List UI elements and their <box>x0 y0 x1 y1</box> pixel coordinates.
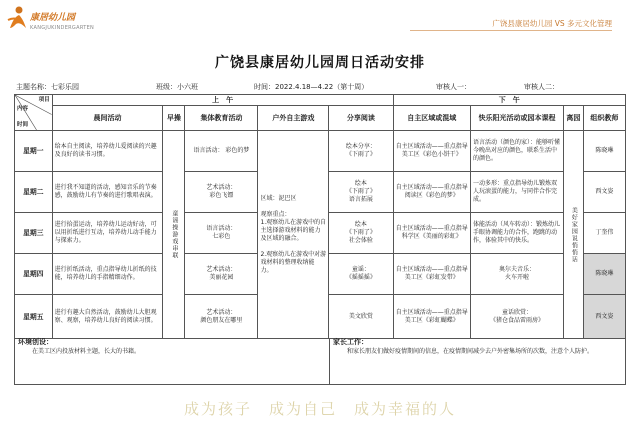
header-divider <box>410 30 612 31</box>
day-cell: 星期三 <box>15 213 53 254</box>
col-morning-activity: 晨间活动 <box>52 106 163 131</box>
sunshine-cell: 童话欣赏： 《猪仓食品雷雨房》 <box>471 295 564 339</box>
sunshine-cell: 体能活动（风车转动）：锻炼幼儿手眼协调能力的合作，跑跳的动作，体验其中的快乐。 <box>471 213 564 254</box>
corner-label-time: 时间 <box>17 122 29 128</box>
weekly-schedule-table <box>14 94 626 339</box>
notes-divider <box>329 338 330 384</box>
morning-activity-cell: 进行有趣大自然活动，鼓励幼儿大胆观察、观察，培养幼儿良好的阅读习惯。 <box>52 295 163 339</box>
footer-slogan: 成为孩子 成为自己 成为幸福的人 <box>183 400 456 418</box>
col-breakfast: 早操 <box>163 106 185 131</box>
morning-header: 上 午 <box>52 95 393 106</box>
environment-text: 在美工区内投放材料主题，长大的书籍。 <box>32 348 141 355</box>
morning-activity-cell: 进行拾蛋运动，培养幼儿运动好动，可以用折纸进行互动，培养幼儿动手能力与探索力。 <box>52 213 163 254</box>
logo-chinese-name: 康居幼儿园 <box>30 13 76 23</box>
header-tagline: 广饶县康居幼儿园 VS 多元文化管理 <box>492 19 612 28</box>
zone-cell: 自主区域活动——重点指导美工区《彩色小饼干》 <box>393 131 470 172</box>
schedule-meta <box>14 80 626 94</box>
teacher-cell: 陈晓琳 <box>583 254 625 295</box>
reviewer-two: 审核人二： <box>524 83 559 91</box>
sunshine-cell: 语言活动（颜色的家）：能够听懂今晚出对应的颜色，联系生活中的颜色。 <box>471 131 564 172</box>
col-collective: 集体教育活动 <box>185 106 258 131</box>
col-reading: 分享阅读 <box>329 106 393 131</box>
day-cell: 星期五 <box>15 295 53 339</box>
day-cell: 星期四 <box>15 254 53 295</box>
collective-cell: 艺术活动： 美丽花园 <box>185 254 258 295</box>
sunshine-cell: 一动多形：重点指导幼儿锻炼双人玩滚蛋的能力，与同伴合作完成。 <box>471 172 564 213</box>
reading-cell: 绘本 《下雨了》 语言拓展 <box>329 172 393 213</box>
teacher-cell: 西文姿 <box>583 295 625 339</box>
teacher-cell: 陈晓琳 <box>583 131 625 172</box>
kindergarten-logo <box>6 6 126 36</box>
reading-cell: 美文欣赏 <box>329 295 393 339</box>
table-corner-cell <box>15 95 53 131</box>
col-leave: 离园 <box>563 106 583 131</box>
reading-cell: 童谣： 《摇摇摇》 <box>329 254 393 295</box>
notes-section <box>14 338 626 385</box>
collective-cell: 语言活动： 七彩色 <box>185 213 258 254</box>
reading-cell: 绘本 《下雨了》 社会体验 <box>329 213 393 254</box>
zone-cell: 自主区域活动——重点指导阅读区《彩色的梦》 <box>393 172 470 213</box>
afternoon-header: 下 午 <box>393 95 625 106</box>
collective-cell: 艺术活动： 彩色飞镖 <box>185 172 258 213</box>
col-sunshine: 快乐阳光活动或园本课程 <box>471 106 564 131</box>
collective-cell: 语言活动： 彩色的梦 <box>185 131 258 172</box>
collective-cell: 艺术活动： 颜色朋友在哪里 <box>185 295 258 339</box>
morning-activity-cell: 给本自主阅读，培养幼儿爱阅读的兴趣及良好的读书习惯。 <box>52 131 163 172</box>
col-zone: 自主区域或混域 <box>393 106 470 131</box>
teacher-cell: 丁奎伟 <box>583 213 625 254</box>
family-label: 家长工作： <box>333 338 368 346</box>
morning-activity-cell: 进行折纸活动，重点指导幼儿折纸的技能，培养幼儿的手指精细动作。 <box>52 254 163 295</box>
day-cell: 星期一 <box>15 131 53 172</box>
child-figure-icon <box>6 6 28 32</box>
reviewer-one: 审核人一： <box>436 83 471 91</box>
theme-name: 主题名称：七彩乐园 <box>16 83 79 91</box>
schedule-time: 时间：2022.4.18—4.22（第十周） <box>254 83 369 91</box>
zone-cell: 自主区域活动——重点指导美工区《彩虹蝴蝶》 <box>393 295 470 339</box>
teacher-cell: 西文姿 <box>583 172 625 213</box>
table-row <box>15 131 626 172</box>
col-teacher: 组织教师 <box>583 106 625 131</box>
family-note <box>333 338 623 384</box>
corner-label-item: 项目 <box>38 97 50 103</box>
page-title: 广饶县康居幼儿园周日活动安排 <box>215 55 425 71</box>
family-text: 和家长朋友们做好疫情期间的信息，在疫情期间减少去户外密集场所的次数，注意个人防护。 <box>347 348 594 355</box>
environment-label: 环境创设： <box>18 338 53 346</box>
zone-cell: 自主区域活动——重点指导科学区《美丽的彩虹》 <box>393 213 470 254</box>
logo-english-name: KANGJUKINDERGARTEN <box>30 25 95 31</box>
zone-cell: 自主区域活动——重点指导美工区《彩虹发带》 <box>393 254 470 295</box>
class-name: 班级：小六班 <box>156 83 198 91</box>
corner-label-content: 内容 <box>17 106 29 112</box>
environment-note <box>18 338 328 384</box>
leave-merged-cell: 美好家园说悄悄话 <box>563 131 583 339</box>
morning-activity-cell: 进行我不知道的活动，感知音乐的节奏感，鼓励幼儿有节奏的进行歌唱表演。 <box>52 172 163 213</box>
page-header <box>0 0 640 45</box>
col-outdoor: 户外自主游戏 <box>258 106 329 131</box>
sunshine-cell: 奥尔夫音乐： 火车开啦 <box>471 254 564 295</box>
breakfast-merged-cell: 童谣操游戏串联 <box>163 131 185 339</box>
outdoor-merged-cell: 区域：泥巴区 观察重点： 1.观察幼儿在游戏中的自主选择游戏材料的能力及区域的融合。 2.观察幼儿在游戏中对游戏材料的整理收纳能力。 <box>258 131 329 339</box>
day-cell: 星期二 <box>15 172 53 213</box>
reading-cell: 绘本分享： 《下雨了》 <box>329 131 393 172</box>
